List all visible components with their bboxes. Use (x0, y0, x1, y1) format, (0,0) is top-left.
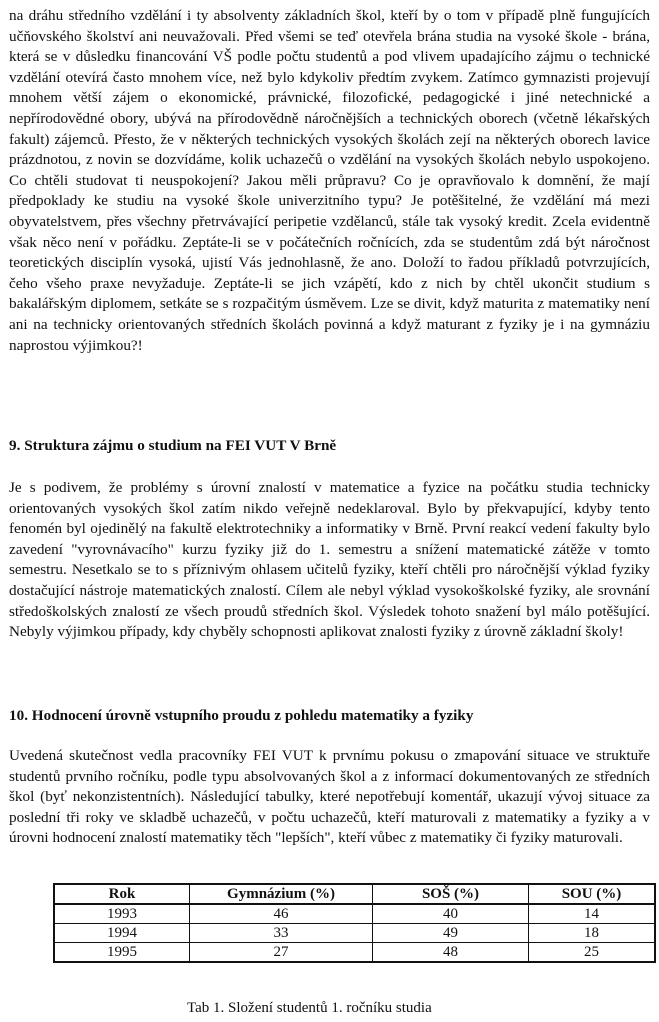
table-row (54, 924, 655, 943)
table-cell: 1994 (54, 924, 190, 943)
paragraph-section-9: Je s podivem, že problémy s úrovní znalostí v matematice a fyzice na počátku studia technicky orientovaných vysokých škol zatím nikdo veřejně nedeklaroval. Bylo by překvapující, kdyby tento fenomén byl ojedinělý na fakultě elektrotechniky a informatiky v Brně. První reakcí vedení fakulty bylo zavedení "vyrovnávacího" kurzu fyziky již do 1. semestru a snížení matematické zátěže v tomto semestru. Nesetkalo se to s příznivým ohlasem učitelů fyziky, kteří chtěli pro náročnější výklad fyziky dostačující nástroje matematických znalostí. Cílem ale nebyl výklad vysokoškolské fyziky, ale srovnání středoškolských znalostí ze všech proudů středních škol. Výsledek tohoto snažení byl málo potěšující. Nebyly výjimkou případy, kdy chyběly schopnosti aplikovat znalosti fyziky z úrovně základní školy! (9, 479, 650, 641)
table-caption: Tab 1. Složení studentů 1. ročníku studia (187, 1000, 432, 1016)
table-cell: 27 (190, 943, 373, 963)
table-header-cell: SOU (%) (529, 884, 656, 904)
table-cell: 1995 (54, 943, 190, 963)
table-cell: 49 (373, 924, 529, 943)
table-cell: 48 (373, 943, 529, 963)
paragraph-intro: na dráhu středního vzdělání i ty absolventy základních škol, kteří by o tom v případě plně fungujících učňovského školství ani neuvažovali. Před všemi se teď otevřela brána studia na vysoké škole - brána, která se v důsledku financování VŠ podle počtu studentů a pod vlivem upadajícího zájmu o technické vzdělání otevírá často mnohem více, než bylo kdykoliv předtím zvykem. Zatímco gymnazisti projevují mnohem větší zájem o ekonomické, právnické, filozofické, pedagogické i jiné netechnické a nepřírodovědné obory, ubývá na přírodovědně náročnějších a technických oborech (včetně lékařských fakult) zájemců. Přesto, že v některých technických vysokých školách zejí na některých oborech lavice prázdnotou, z novin se dozvídáme, kolik uchazečů o vzdělání na vysokých školách nebylo uspokojeno. Co chtěli studovat ti neuspokojení? Jakou měli průpravu? Co je opravňovalo k domnění, že mají předpoklady ke studiu na vysoké škole univerzitního typu? Je potěšitelné, že vzdělání má mezi obyvatelstvem, přes všechny přetrvávající peripetie vzdělanců, stále tak vysoký kredit. Zcela evidentně však něco není v pořádku. Zeptáte-li se v počátečních ročnících, zda se studentům zdá být náročnost teoretických disciplín vysoká, ujistí Vás jednohlasně, že ano. Doloží to řadou příkladů potvrzujících, čeho všeho praxe nevyžaduje. Zeptáte-li se jich vzápětí, kdo z nich by chtěl ukončit studium s bakalářským diplomem, setkáte se s rozpačitým úsměvem. Lze se divit, když maturita z matematiky není ani na technicky orientovaných středních školách povinná a když maturant z fyziky je i na gymnáziu naprostou výjimkou?! (9, 7, 650, 354)
table-cell: 46 (190, 904, 373, 924)
table-header-cell: SOŠ (%) (373, 884, 529, 904)
table-row (54, 943, 655, 963)
paragraph-section-10: Uvedená skutečnost vedla pracovníky FEI VUT k prvnímu pokusu o zmapování situace ve struktuře studentů prvního ročníku, podle typu absolvovaných škol a z informací dokumentovaných ze středních škol (byť nekonzistentních). Následující tabulky, které nepotřebují komentář, ukazují vývoj situace za poslední tři roky ve skladbě uchazečů, v počtu uchazečů, kteří maturovali z matematiky a fyziky a v úrovni hodnocení znalostí matematiky těch "lepších", kteří vůbec z matematiky či fyziky maturovali. (9, 747, 650, 847)
student-composition-table (53, 883, 656, 963)
table-cell: 14 (529, 904, 656, 924)
table-cell: 25 (529, 943, 656, 963)
table-header-cell: Gymnázium (%) (190, 884, 373, 904)
student-composition-table-wrapper (53, 883, 656, 963)
table-header-row (54, 884, 655, 904)
section-heading-10: 10. Hodnocení úrovně vstupního proudu z pohledu matematiky a fyziky (9, 707, 474, 724)
table-cell: 33 (190, 924, 373, 943)
section-heading-9: 9. Struktura zájmu o studium na FEI VUT V Brně (9, 437, 337, 454)
table-row (54, 904, 655, 924)
table-cell: 18 (529, 924, 656, 943)
table-cell: 40 (373, 904, 529, 924)
table-header-cell: Rok (54, 884, 190, 904)
table-cell: 1993 (54, 904, 190, 924)
